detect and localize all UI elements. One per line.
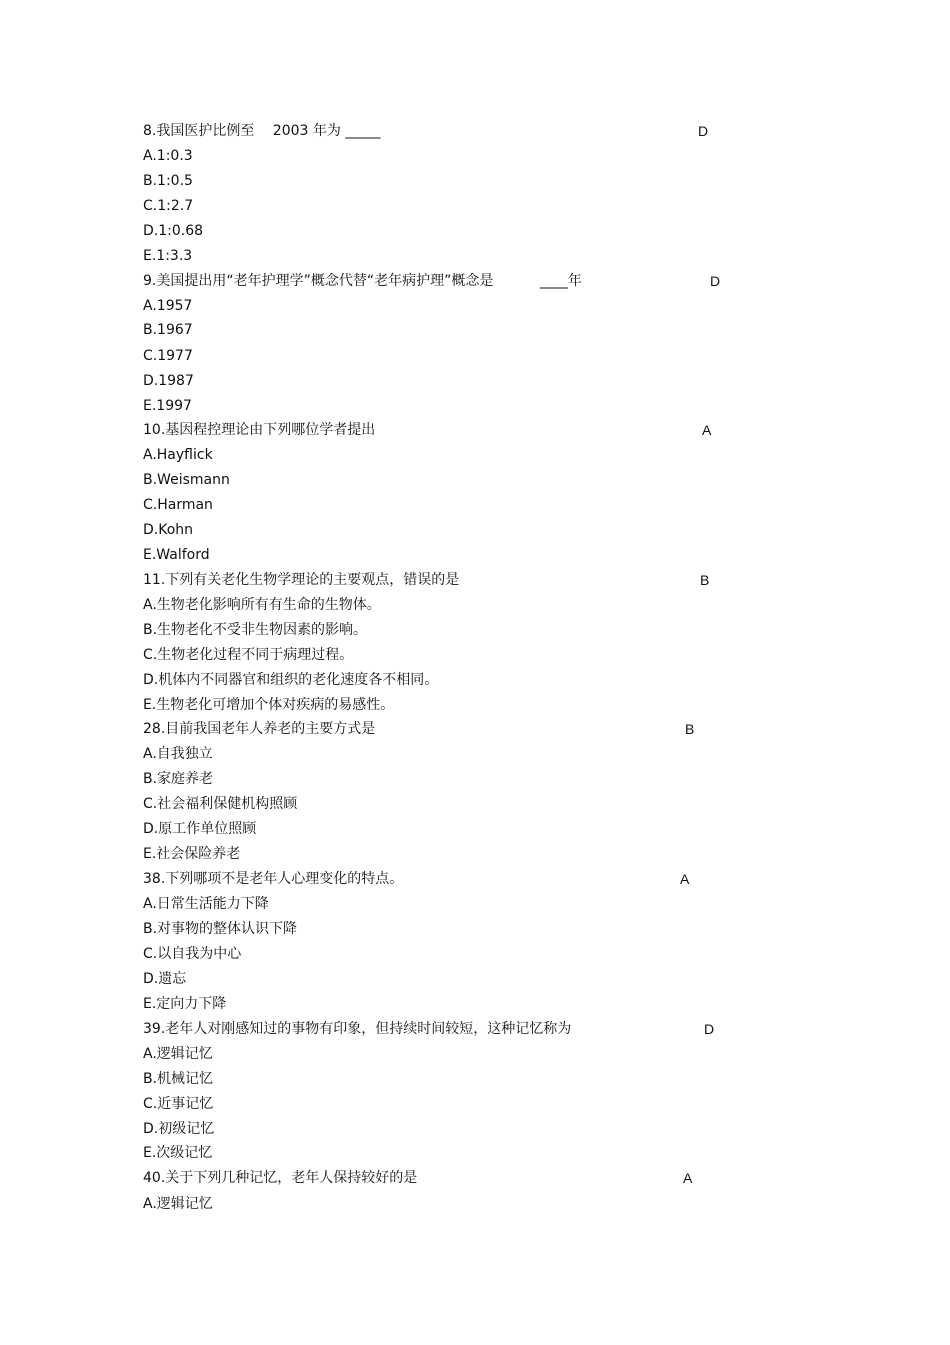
option-8-a: A.1:0.3 xyxy=(143,148,193,164)
option-11-d: D.机体内不同器官和组织的老化速度各不相同。 xyxy=(143,672,439,688)
answer-key-40: A xyxy=(683,1170,693,1186)
option-28-b: B.家庭养老 xyxy=(143,771,214,787)
question-stem-10: 10.基因程控理论由下列哪位学者提出 xyxy=(143,422,376,438)
answer-key-9: D xyxy=(710,273,721,289)
answer-key-39: D xyxy=(704,1021,715,1037)
option-10-e: E.Walford xyxy=(143,547,210,563)
option-10-b: B.Weismann xyxy=(143,472,230,488)
question-stem-28: 28.目前我国老年人养老的主要方式是 xyxy=(143,721,376,737)
option-28-c: C.社会福利保健机构照顾 xyxy=(143,796,298,812)
option-38-d: D.遗忘 xyxy=(143,971,187,987)
answer-key-38: A xyxy=(680,871,690,887)
question-stem-11: 11.下列有关老化生物学理论的主要观点，错误的是 xyxy=(143,572,460,588)
option-9-b: B.1967 xyxy=(143,322,193,338)
option-10-a: A.Hayflick xyxy=(143,447,213,463)
answer-key-8: D xyxy=(698,123,709,139)
question-stem-40: 40.关于下列几种记忆，老年人保持较好的是 xyxy=(143,1170,418,1186)
question-stem-38: 38.下列哪项不是老年人心理变化的特点。 xyxy=(143,871,404,887)
question-stem-8: 8.我国医护比例至 2003 年为 _____ xyxy=(143,123,381,139)
answer-key-28: B xyxy=(685,721,695,737)
option-11-e: E.生物老化可增加个体对疾病的易感性。 xyxy=(143,697,395,713)
option-8-b: B.1:0.5 xyxy=(143,173,193,189)
option-8-c: C.1:2.7 xyxy=(143,198,194,214)
option-11-b: B.生物老化不受非生物因素的影响。 xyxy=(143,622,368,638)
option-8-d: D.1:0.68 xyxy=(143,223,204,239)
option-8-e: E.1:3.3 xyxy=(143,248,193,264)
answer-key-11: B xyxy=(700,572,710,588)
option-38-e: E.定向力下降 xyxy=(143,996,227,1012)
option-10-d: D.Kohn xyxy=(143,522,194,538)
option-9-d: D.1987 xyxy=(143,373,194,389)
option-39-b: B.机械记忆 xyxy=(143,1071,214,1087)
option-39-c: C.近事记忆 xyxy=(143,1096,214,1112)
option-28-e: E.社会保险养老 xyxy=(143,846,241,862)
question-stem-39: 39.老年人对刚感知过的事物有印象，但持续时间较短，这种记忆称为 xyxy=(143,1021,572,1037)
option-9-e: E.1997 xyxy=(143,398,192,414)
option-39-a: A.逻辑记忆 xyxy=(143,1046,213,1062)
option-28-a: A.自我独立 xyxy=(143,746,213,762)
answer-key-10: A xyxy=(702,422,712,438)
question-stem-9: 9.美国提出用“老年护理学”概念代替“老年病护理”概念是 ____年 xyxy=(143,273,582,289)
option-40-a: A.逻辑记忆 xyxy=(143,1196,213,1212)
option-11-a: A.生物老化影响所有有生命的生物体。 xyxy=(143,597,381,613)
option-38-a: A.日常生活能力下降 xyxy=(143,896,269,912)
option-10-c: C.Harman xyxy=(143,497,213,513)
option-9-a: A.1957 xyxy=(143,298,193,314)
option-9-c: C.1977 xyxy=(143,348,193,364)
option-39-e: E.次级记忆 xyxy=(143,1145,213,1161)
option-11-c: C.生物老化过程不同于病理过程。 xyxy=(143,647,354,663)
option-39-d: D.初级记忆 xyxy=(143,1121,215,1137)
option-38-b: B.对事物的整体认识下降 xyxy=(143,921,298,937)
option-38-c: C.以自我为中心 xyxy=(143,946,242,962)
option-28-d: D.原工作单位照顾 xyxy=(143,821,257,837)
